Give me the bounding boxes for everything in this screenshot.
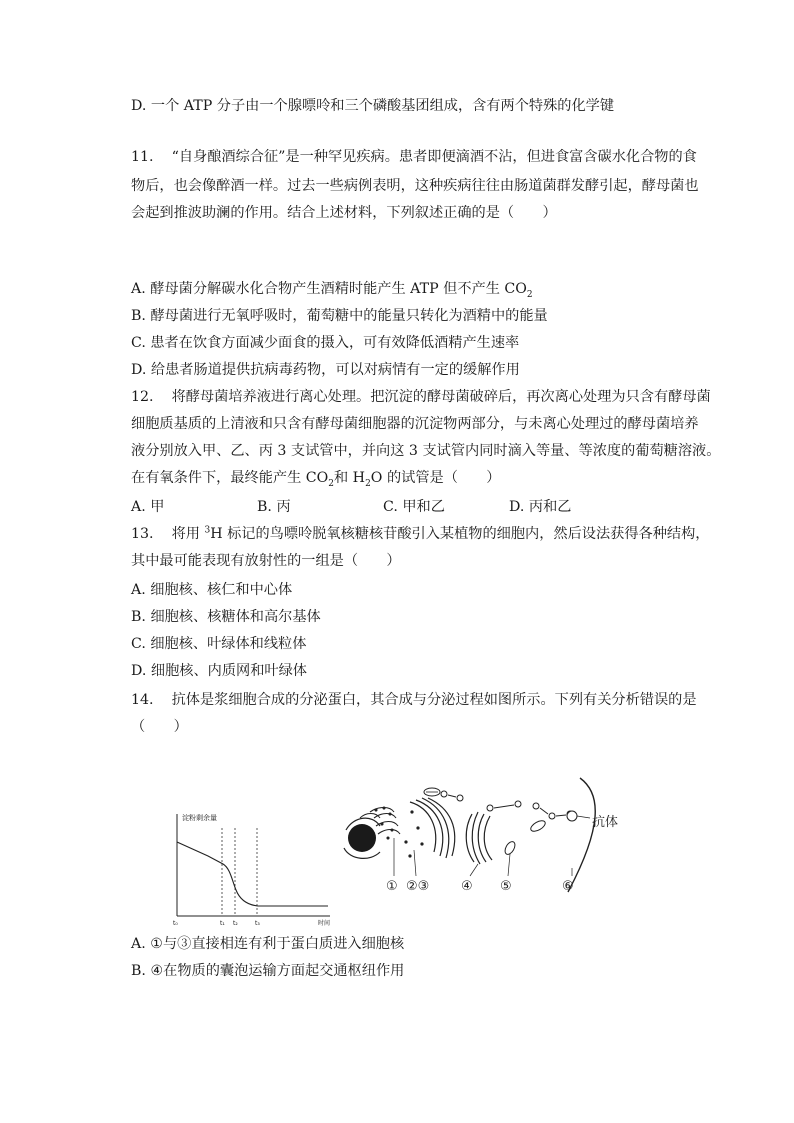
nucleus-icon bbox=[344, 814, 380, 859]
q12-stem-line4 bbox=[131, 468, 500, 488]
starch-remaining-graph bbox=[168, 808, 338, 938]
q13-stem-line1 bbox=[131, 524, 709, 544]
q14-stem-line1 bbox=[131, 690, 697, 710]
q11-stem-line3: 会起到推波助澜的作用。结合上述材料，下列叙述正确的是（ ） bbox=[131, 205, 557, 221]
q11-option-a-subscript: 2 bbox=[526, 289, 533, 300]
vesicle-transport-path bbox=[441, 791, 573, 819]
q10-option-d: D. 一个 ATP 分子由一个腺嘌呤和三个磷酸基团组成，含有两个特殊的化学键 bbox=[131, 98, 615, 114]
cell-label-2-3: ②③ bbox=[406, 879, 430, 894]
q11-option-a-text: A. 酵母菌分解碳水化合物产生酒精时能产生 ATP 但不产生 CO bbox=[131, 281, 527, 297]
q12-option-b: B. 丙 bbox=[257, 499, 291, 515]
q13-stem1-a: 将用 bbox=[171, 526, 205, 542]
q12-options-row bbox=[131, 497, 731, 517]
er-membrane-icon bbox=[405, 798, 455, 858]
q14-number: 14. bbox=[131, 692, 154, 708]
secretory-vesicle-icon bbox=[567, 811, 577, 821]
q12-stem-line1 bbox=[131, 387, 711, 407]
antibody-label: 抗体 bbox=[592, 815, 619, 830]
q14-stem-text1: 抗体是浆细胞合成的分泌蛋白，其合成与分泌过程如图所示。下列有关分析错误的是 bbox=[171, 692, 697, 708]
q11-option-a bbox=[131, 279, 533, 299]
q13-option-d: D. 细胞核、内质网和叶绿体 bbox=[131, 663, 307, 679]
q12-stem-line3: 液分别放入甲、乙、丙 3 支试管中，并向这 3 支试管内同时滴入等量、等浓度的葡萄糖溶液。 bbox=[131, 443, 721, 459]
q13-option-b: B. 细胞核、核糖体和高尔基体 bbox=[131, 609, 321, 625]
golgi-icon bbox=[466, 812, 492, 864]
q13-stem1-superscript: 3 bbox=[204, 525, 211, 536]
q11-stem-text1: “自身酿酒综合征”是一种罕见疾病。患者即便滴酒不沾，但进食富含碳水化合物的食 bbox=[171, 149, 697, 165]
q12-option-c: C. 甲和乙 bbox=[383, 499, 445, 515]
graph-curve bbox=[177, 842, 328, 906]
graph-y-axis-label: 淀粉剩余量 bbox=[182, 814, 217, 822]
q12-stem4-sub1: 2 bbox=[328, 478, 334, 489]
antibody-pointer-line bbox=[577, 816, 590, 818]
graph-x-axis-label: 时间 bbox=[318, 920, 331, 927]
graph-tick-t0: t₀ bbox=[173, 920, 178, 927]
cell-label-5: ⑤ bbox=[500, 879, 512, 894]
q14-option-a: A. ①与③直接相连有利于蛋白质进入细胞核 bbox=[131, 936, 405, 952]
cell-label-4: ④ bbox=[461, 879, 473, 894]
q12-option-a: A. 甲 bbox=[131, 499, 165, 515]
q13-stem-line2: 其中最可能表现有放射性的一组是（ ） bbox=[131, 553, 401, 569]
q14-stem-line2: （ ） bbox=[131, 719, 188, 735]
q12-stem4-a: 在有氧条件下，最终能产生 CO bbox=[131, 470, 329, 486]
q11-stem-line2: 物后，也会像醉酒一样。过去一些病例表明，这种疾病往往由肠道菌群发酵引起，酵母菌也 bbox=[131, 178, 699, 194]
graph-tick-t1: t₁ bbox=[220, 920, 225, 927]
q12-stem4-sub2: 2 bbox=[365, 478, 371, 489]
q13-option-a: A. 细胞核、核仁和中心体 bbox=[131, 582, 293, 598]
q12-stem4-b: 和 H bbox=[333, 470, 366, 486]
graph-tick-t2: t₂ bbox=[233, 920, 238, 927]
antibody-secretion-diagram bbox=[340, 768, 660, 898]
q11-option-c: C. 患者在饮食方面减少面食的摄入，可有效降低酒精产生速率 bbox=[131, 335, 520, 351]
q11-number: 11. bbox=[131, 149, 154, 165]
q11-option-b: B. 酵母菌进行无氧呼吸时，葡萄糖中的能量只转化为酒精中的能量 bbox=[131, 308, 548, 324]
q12-stem-line2: 细胞质基质的上清液和只含有酵母菌细胞器的沉淀物两部分，与未离心处理过的酵母菌培养 bbox=[131, 416, 699, 432]
q14-option-b: B. ④在物质的囊泡运输方面起交通枢纽作用 bbox=[131, 963, 405, 979]
q12-option-d: D. 丙和乙 bbox=[509, 499, 572, 515]
q12-stem4-c: O 的试管是（ ） bbox=[370, 470, 501, 486]
q11-stem-line1 bbox=[131, 147, 697, 167]
q12-stem-text1: 将酵母菌培养液进行离心处理。把沉淀的酵母菌破碎后，再次离心处理为只含有酵母菌 bbox=[171, 389, 711, 405]
cell-label-1: ① bbox=[386, 879, 398, 894]
q13-number: 13. bbox=[131, 526, 154, 542]
q12-number: 12. bbox=[131, 389, 154, 405]
cell-label-6: ⑥ bbox=[562, 879, 574, 894]
q11-option-d: D. 给患者肠道提供抗病毒药物，可以对病情有一定的缓解作用 bbox=[131, 362, 520, 378]
graph-tick-t3: t₃ bbox=[255, 920, 260, 927]
q13-option-c: C. 细胞核、叶绿体和线粒体 bbox=[131, 636, 307, 652]
q13-stem1-b: H 标记的鸟嘌呤脱氧核糖核苷酸引入某植物的细胞内，然后设法获得各种结构， bbox=[210, 526, 710, 542]
